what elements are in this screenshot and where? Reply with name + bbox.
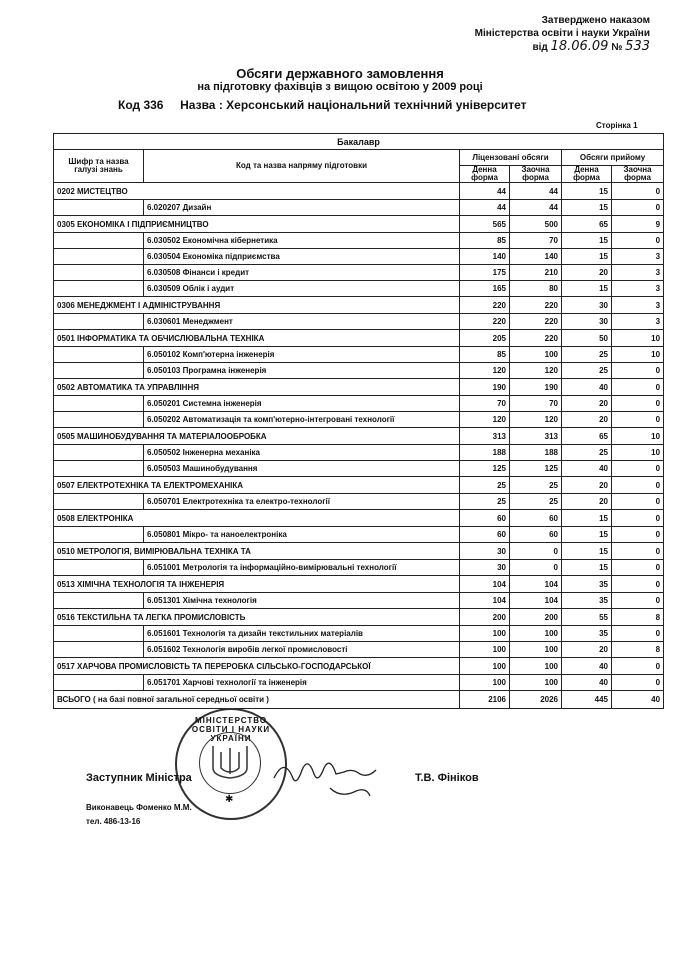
admission-full-time-cell: 30 bbox=[562, 297, 612, 314]
executor-phone: тел. 486-13-16 bbox=[86, 817, 141, 826]
licensed-part-time-cell: 120 bbox=[510, 363, 562, 379]
licensed-full-time-cell: 104 bbox=[460, 593, 510, 609]
licensed-part-time-cell: 80 bbox=[510, 281, 562, 297]
approval-number: 533 bbox=[625, 39, 650, 54]
empty-branch-cell bbox=[54, 461, 144, 477]
licensed-full-time-cell: 120 bbox=[460, 363, 510, 379]
branch-label: 0510 МЕТРОЛОГІЯ, ВИМІРЮВАЛЬНА ТЕХНІКА ТА bbox=[54, 543, 460, 560]
branch-row bbox=[54, 477, 664, 494]
approval-line2: Міністерства освіти і науки України bbox=[474, 28, 650, 39]
branch-label: 0501 ІНФОРМАТИКА ТА ОБЧИСЛЮВАЛЬНА ТЕХНІКА bbox=[54, 330, 460, 347]
organization-line bbox=[118, 98, 527, 112]
total-licensed-part-time: 2026 bbox=[510, 691, 562, 709]
name-label: Назва : Херсонський національний технічний університет bbox=[180, 98, 527, 112]
direction-row bbox=[54, 363, 664, 379]
branch-row bbox=[54, 576, 664, 593]
empty-branch-cell bbox=[54, 560, 144, 576]
empty-branch-cell bbox=[54, 412, 144, 428]
header-admission: Обсяги прийому bbox=[562, 150, 664, 166]
direction-row bbox=[54, 281, 664, 297]
licensed-part-time-cell: 0 bbox=[510, 560, 562, 576]
empty-branch-cell bbox=[54, 642, 144, 658]
branch-label: 0502 АВТОМАТИКА ТА УПРАВЛІННЯ bbox=[54, 379, 460, 396]
admission-part-time-cell: 8 bbox=[612, 642, 664, 658]
direction-row bbox=[54, 249, 664, 265]
admission-part-time-cell: 0 bbox=[612, 658, 664, 675]
direction-label: 6.050701 Електротехніка та електро-технології bbox=[144, 494, 460, 510]
empty-branch-cell bbox=[54, 494, 144, 510]
header-direction: Код та назва напряму підготовки bbox=[144, 150, 460, 183]
direction-row bbox=[54, 396, 664, 412]
admission-part-time-cell: 10 bbox=[612, 445, 664, 461]
admission-full-time-cell: 15 bbox=[562, 183, 612, 200]
licensed-part-time-cell: 188 bbox=[510, 445, 562, 461]
total-admission-part-time: 40 bbox=[612, 691, 664, 709]
admission-full-time-cell: 65 bbox=[562, 428, 612, 445]
admission-part-time-cell: 0 bbox=[612, 675, 664, 691]
licensed-part-time-cell: 100 bbox=[510, 642, 562, 658]
seal-text: МІНІСТЕРСТВО ОСВІТИ І НАУКИ УКРАЇНИ bbox=[191, 716, 271, 743]
admission-part-time-cell: 10 bbox=[612, 330, 664, 347]
licensed-full-time-cell: 220 bbox=[460, 314, 510, 330]
licensed-part-time-cell: 190 bbox=[510, 379, 562, 396]
licensed-full-time-cell: 165 bbox=[460, 281, 510, 297]
licensed-part-time-cell: 104 bbox=[510, 576, 562, 593]
admission-full-time-cell: 15 bbox=[562, 281, 612, 297]
licensed-full-time-cell: 205 bbox=[460, 330, 510, 347]
trident-icon bbox=[207, 742, 253, 782]
branch-label: 0202 МИСТЕЦТВО bbox=[54, 183, 460, 200]
direction-label: 6.030502 Економічна кібернетика bbox=[144, 233, 460, 249]
licensed-full-time-cell: 100 bbox=[460, 642, 510, 658]
empty-branch-cell bbox=[54, 593, 144, 609]
licensed-part-time-cell: 44 bbox=[510, 200, 562, 216]
licensed-part-time-cell: 70 bbox=[510, 233, 562, 249]
empty-branch-cell bbox=[54, 363, 144, 379]
direction-label: 6.050102 Комп'ютерна інженерія bbox=[144, 347, 460, 363]
signatory-title: Заступник Міністра bbox=[86, 772, 192, 784]
admission-part-time-cell: 0 bbox=[612, 593, 664, 609]
direction-label: 6.051602 Технологія виробів легкої промисловості bbox=[144, 642, 460, 658]
direction-label: 6.030504 Економіка підприємства bbox=[144, 249, 460, 265]
admission-part-time-cell: 0 bbox=[612, 494, 664, 510]
direction-row bbox=[54, 560, 664, 576]
branch-label: 0513 ХІМІЧНА ТЕХНОЛОГІЯ ТА ІНЖЕНЕРІЯ bbox=[54, 576, 460, 593]
admission-full-time-cell: 35 bbox=[562, 593, 612, 609]
licensed-full-time-cell: 220 bbox=[460, 297, 510, 314]
signatory-name: Т.В. Фініков bbox=[415, 772, 479, 784]
admission-full-time-cell: 20 bbox=[562, 396, 612, 412]
direction-row bbox=[54, 200, 664, 216]
admission-full-time-cell: 20 bbox=[562, 494, 612, 510]
band-header: Бакалавр bbox=[54, 134, 664, 150]
quota-table bbox=[53, 133, 664, 709]
approval-date-prefix: від bbox=[532, 42, 548, 53]
admission-full-time-cell: 20 bbox=[562, 477, 612, 494]
admission-full-time-cell: 15 bbox=[562, 510, 612, 527]
empty-branch-cell bbox=[54, 233, 144, 249]
licensed-part-time-cell: 60 bbox=[510, 527, 562, 543]
direction-row bbox=[54, 593, 664, 609]
admission-part-time-cell: 3 bbox=[612, 281, 664, 297]
empty-branch-cell bbox=[54, 527, 144, 543]
empty-branch-cell bbox=[54, 396, 144, 412]
direction-label: 6.030509 Облік і аудит bbox=[144, 281, 460, 297]
branch-label: 0507 ЕЛЕКТРОТЕХНІКА ТА ЕЛЕКТРОМЕХАНІКА bbox=[54, 477, 460, 494]
header-admission-part-time: Заочна форма bbox=[612, 166, 664, 183]
branch-row bbox=[54, 330, 664, 347]
signature-icon bbox=[270, 748, 390, 804]
branch-label: 0516 ТЕКСТИЛЬНА ТА ЛЕГКА ПРОМИСЛОВІСТЬ bbox=[54, 609, 460, 626]
licensed-part-time-cell: 100 bbox=[510, 658, 562, 675]
licensed-full-time-cell: 104 bbox=[460, 576, 510, 593]
admission-part-time-cell: 0 bbox=[612, 412, 664, 428]
admission-part-time-cell: 0 bbox=[612, 363, 664, 379]
admission-full-time-cell: 65 bbox=[562, 216, 612, 233]
licensed-part-time-cell: 0 bbox=[510, 543, 562, 560]
direction-label: 6.020207 Дизайн bbox=[144, 200, 460, 216]
admission-full-time-cell: 35 bbox=[562, 626, 612, 642]
empty-branch-cell bbox=[54, 265, 144, 281]
admission-full-time-cell: 40 bbox=[562, 461, 612, 477]
licensed-part-time-cell: 70 bbox=[510, 396, 562, 412]
direction-label: 6.050201 Системна інженерія bbox=[144, 396, 460, 412]
direction-label: 6.051601 Технологія та дизайн текстильних матеріалів bbox=[144, 626, 460, 642]
page-number: Сторінка 1 bbox=[596, 121, 638, 130]
admission-part-time-cell: 0 bbox=[612, 233, 664, 249]
approval-line1: Затверджено наказом bbox=[541, 15, 650, 26]
header-admission-full-time: Денна форма bbox=[562, 166, 612, 183]
licensed-part-time-cell: 104 bbox=[510, 593, 562, 609]
admission-full-time-cell: 20 bbox=[562, 265, 612, 281]
branch-row bbox=[54, 379, 664, 396]
licensed-full-time-cell: 60 bbox=[460, 527, 510, 543]
empty-branch-cell bbox=[54, 249, 144, 265]
admission-part-time-cell: 0 bbox=[612, 576, 664, 593]
branch-row bbox=[54, 658, 664, 675]
branch-row bbox=[54, 609, 664, 626]
direction-row bbox=[54, 527, 664, 543]
licensed-part-time-cell: 100 bbox=[510, 675, 562, 691]
admission-part-time-cell: 0 bbox=[612, 183, 664, 200]
admission-full-time-cell: 15 bbox=[562, 543, 612, 560]
star-icon: ✱ bbox=[225, 794, 234, 805]
branch-label: 0305 ЕКОНОМІКА І ПІДПРИЄМНИЦТВО bbox=[54, 216, 460, 233]
empty-branch-cell bbox=[54, 675, 144, 691]
admission-full-time-cell: 40 bbox=[562, 379, 612, 396]
direction-row bbox=[54, 494, 664, 510]
admission-full-time-cell: 30 bbox=[562, 314, 612, 330]
direction-row bbox=[54, 445, 664, 461]
admission-full-time-cell: 55 bbox=[562, 609, 612, 626]
branch-label: 0505 МАШИНОБУДУВАННЯ ТА МАТЕРІАЛООБРОБКА bbox=[54, 428, 460, 445]
licensed-full-time-cell: 140 bbox=[460, 249, 510, 265]
direction-label: 6.050801 Мікро- та наноелектроніка bbox=[144, 527, 460, 543]
licensed-part-time-cell: 125 bbox=[510, 461, 562, 477]
licensed-part-time-cell: 220 bbox=[510, 297, 562, 314]
direction-row bbox=[54, 265, 664, 281]
licensed-full-time-cell: 44 bbox=[460, 183, 510, 200]
licensed-part-time-cell: 200 bbox=[510, 609, 562, 626]
direction-row bbox=[54, 412, 664, 428]
admission-part-time-cell: 3 bbox=[612, 314, 664, 330]
admission-part-time-cell: 0 bbox=[612, 626, 664, 642]
direction-row bbox=[54, 461, 664, 477]
approval-date-line bbox=[450, 40, 650, 54]
licensed-part-time-cell: 25 bbox=[510, 494, 562, 510]
approval-number-prefix: № bbox=[611, 42, 623, 53]
licensed-part-time-cell: 220 bbox=[510, 330, 562, 347]
empty-branch-cell bbox=[54, 626, 144, 642]
licensed-full-time-cell: 190 bbox=[460, 379, 510, 396]
branch-label: 0306 МЕНЕДЖМЕНТ І АДМІНІСТРУВАННЯ bbox=[54, 297, 460, 314]
direction-label: 6.050502 Інженерна механіка bbox=[144, 445, 460, 461]
admission-part-time-cell: 0 bbox=[612, 477, 664, 494]
branch-row bbox=[54, 428, 664, 445]
licensed-full-time-cell: 188 bbox=[460, 445, 510, 461]
licensed-full-time-cell: 30 bbox=[460, 560, 510, 576]
executor-label: Виконавець Фоменко М.М. bbox=[86, 803, 192, 812]
licensed-full-time-cell: 85 bbox=[460, 233, 510, 249]
admission-full-time-cell: 15 bbox=[562, 200, 612, 216]
licensed-part-time-cell: 100 bbox=[510, 626, 562, 642]
direction-label: 6.030508 Фінанси і кредит bbox=[144, 265, 460, 281]
header-licensed: Ліцензовані обсяги bbox=[460, 150, 562, 166]
direction-row bbox=[54, 233, 664, 249]
admission-part-time-cell: 0 bbox=[612, 200, 664, 216]
admission-full-time-cell: 35 bbox=[562, 576, 612, 593]
code-label: Код 336 bbox=[118, 98, 164, 112]
approval-block bbox=[450, 14, 650, 54]
table-body bbox=[54, 183, 664, 691]
branch-row bbox=[54, 216, 664, 233]
admission-full-time-cell: 15 bbox=[562, 560, 612, 576]
branch-row bbox=[54, 543, 664, 560]
total-licensed-full-time: 2106 bbox=[460, 691, 510, 709]
licensed-part-time-cell: 44 bbox=[510, 183, 562, 200]
branch-row bbox=[54, 510, 664, 527]
licensed-part-time-cell: 140 bbox=[510, 249, 562, 265]
licensed-full-time-cell: 565 bbox=[460, 216, 510, 233]
admission-part-time-cell: 0 bbox=[612, 379, 664, 396]
branch-label: 0517 ХАРЧОВА ПРОМИСЛОВІСТЬ ТА ПЕРЕРОБКА СІЛЬСЬКО-ГОСПОДАРСЬКОЇ bbox=[54, 658, 460, 675]
admission-full-time-cell: 25 bbox=[562, 445, 612, 461]
direction-label: 6.051001 Метрологія та інформаційно-вимірювальні технології bbox=[144, 560, 460, 576]
licensed-part-time-cell: 210 bbox=[510, 265, 562, 281]
admission-part-time-cell: 0 bbox=[612, 560, 664, 576]
admission-full-time-cell: 15 bbox=[562, 249, 612, 265]
admission-full-time-cell: 25 bbox=[562, 363, 612, 379]
licensed-full-time-cell: 100 bbox=[460, 658, 510, 675]
empty-branch-cell bbox=[54, 200, 144, 216]
admission-full-time-cell: 20 bbox=[562, 412, 612, 428]
admission-part-time-cell: 3 bbox=[612, 297, 664, 314]
licensed-part-time-cell: 120 bbox=[510, 412, 562, 428]
empty-branch-cell bbox=[54, 281, 144, 297]
licensed-part-time-cell: 100 bbox=[510, 347, 562, 363]
admission-part-time-cell: 0 bbox=[612, 510, 664, 527]
total-row bbox=[54, 691, 664, 709]
direction-row bbox=[54, 314, 664, 330]
admission-full-time-cell: 40 bbox=[562, 658, 612, 675]
direction-row bbox=[54, 675, 664, 691]
admission-full-time-cell: 20 bbox=[562, 642, 612, 658]
licensed-full-time-cell: 120 bbox=[460, 412, 510, 428]
licensed-full-time-cell: 85 bbox=[460, 347, 510, 363]
licensed-full-time-cell: 125 bbox=[460, 461, 510, 477]
direction-label: 6.050202 Автоматизація та комп'ютерно-інтегровані технології bbox=[144, 412, 460, 428]
licensed-full-time-cell: 25 bbox=[460, 494, 510, 510]
licensed-part-time-cell: 313 bbox=[510, 428, 562, 445]
document-title: Обсяги державного замовлення bbox=[236, 66, 444, 81]
direction-row bbox=[54, 347, 664, 363]
licensed-full-time-cell: 25 bbox=[460, 477, 510, 494]
total-label: ВСЬОГО ( на базі повної загальної середньої освіти ) bbox=[54, 691, 460, 709]
empty-branch-cell bbox=[54, 445, 144, 461]
admission-part-time-cell: 0 bbox=[612, 461, 664, 477]
admission-full-time-cell: 15 bbox=[562, 233, 612, 249]
licensed-full-time-cell: 100 bbox=[460, 675, 510, 691]
licensed-full-time-cell: 70 bbox=[460, 396, 510, 412]
licensed-part-time-cell: 25 bbox=[510, 477, 562, 494]
licensed-full-time-cell: 30 bbox=[460, 543, 510, 560]
direction-label: 6.050503 Машинобудування bbox=[144, 461, 460, 477]
empty-branch-cell bbox=[54, 314, 144, 330]
admission-part-time-cell: 0 bbox=[612, 543, 664, 560]
licensed-full-time-cell: 200 bbox=[460, 609, 510, 626]
empty-branch-cell bbox=[54, 347, 144, 363]
admission-part-time-cell: 3 bbox=[612, 265, 664, 281]
approval-date: 18.06.09 bbox=[550, 39, 609, 54]
admission-full-time-cell: 25 bbox=[562, 347, 612, 363]
licensed-full-time-cell: 175 bbox=[460, 265, 510, 281]
document-subtitle: на підготовку фахівців з вищою освітою у 2009 році bbox=[197, 81, 483, 93]
header-licensed-full-time: Денна форма bbox=[460, 166, 510, 183]
licensed-full-time-cell: 44 bbox=[460, 200, 510, 216]
licensed-full-time-cell: 313 bbox=[460, 428, 510, 445]
branch-row bbox=[54, 183, 664, 200]
admission-part-time-cell: 3 bbox=[612, 249, 664, 265]
licensed-full-time-cell: 100 bbox=[460, 626, 510, 642]
admission-part-time-cell: 8 bbox=[612, 609, 664, 626]
direction-label: 6.030601 Менеджмент bbox=[144, 314, 460, 330]
header-branch: Шифр та назва галузі знань bbox=[54, 150, 144, 183]
licensed-part-time-cell: 220 bbox=[510, 314, 562, 330]
direction-row bbox=[54, 642, 664, 658]
direction-label: 6.051701 Харчові технології та інженерія bbox=[144, 675, 460, 691]
admission-part-time-cell: 10 bbox=[612, 428, 664, 445]
direction-label: 6.050103 Програмна інженерія bbox=[144, 363, 460, 379]
direction-label: 6.051301 Хімічна технологія bbox=[144, 593, 460, 609]
admission-full-time-cell: 15 bbox=[562, 527, 612, 543]
admission-full-time-cell: 40 bbox=[562, 675, 612, 691]
admission-part-time-cell: 0 bbox=[612, 527, 664, 543]
licensed-part-time-cell: 60 bbox=[510, 510, 562, 527]
total-admission-full-time: 445 bbox=[562, 691, 612, 709]
header-licensed-part-time: Заочна форма bbox=[510, 166, 562, 183]
admission-part-time-cell: 9 bbox=[612, 216, 664, 233]
admission-part-time-cell: 0 bbox=[612, 396, 664, 412]
licensed-full-time-cell: 60 bbox=[460, 510, 510, 527]
licensed-part-time-cell: 500 bbox=[510, 216, 562, 233]
branch-label: 0508 ЕЛЕКТРОНІКА bbox=[54, 510, 460, 527]
admission-full-time-cell: 50 bbox=[562, 330, 612, 347]
direction-row bbox=[54, 626, 664, 642]
admission-part-time-cell: 10 bbox=[612, 347, 664, 363]
branch-row bbox=[54, 297, 664, 314]
